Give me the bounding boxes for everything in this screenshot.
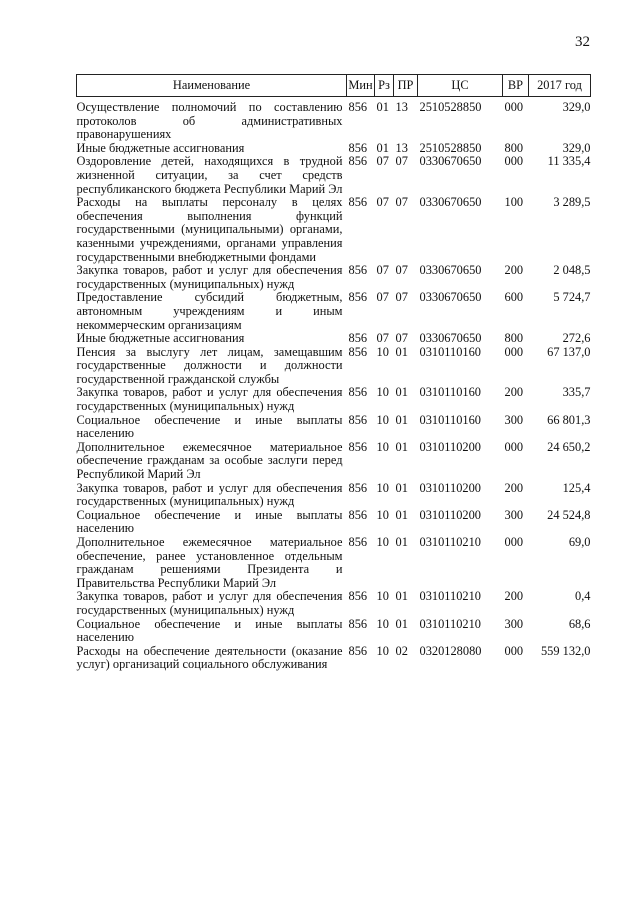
row-vr: 800 xyxy=(504,140,524,155)
table-row xyxy=(77,509,591,536)
row-pr: 07 xyxy=(395,195,408,210)
row-name: Закупка товаров, работ и услуг для обеспечения государственных (муниципальных) нужд xyxy=(76,480,343,509)
row-rz: 10 xyxy=(376,412,389,427)
row-name: Иные бюджетные ассигнования xyxy=(76,331,245,346)
row-rz: 10 xyxy=(376,643,389,658)
row-vr: 000 xyxy=(504,100,524,114)
row-rz: 01 xyxy=(376,140,389,155)
row-cs: 0330670650 xyxy=(419,290,482,305)
row-amount: 69,0 xyxy=(568,535,591,549)
row-name: Социальное обеспечение и иные выплаты населению xyxy=(76,507,343,536)
row-cs: 0330670650 xyxy=(419,263,482,278)
row-pr: 13 xyxy=(395,140,408,155)
row-cs: 0330670650 xyxy=(419,195,482,210)
row-amount: 5 724,7 xyxy=(553,290,591,305)
row-vr: 800 xyxy=(504,331,524,346)
table-row xyxy=(77,482,591,509)
table-row xyxy=(77,196,591,264)
row-cs: 0310110200 xyxy=(419,439,481,454)
row-vr: 200 xyxy=(504,480,524,495)
row-vr: 200 xyxy=(504,263,524,278)
header-rz: Рз xyxy=(375,75,394,97)
row-vr: 300 xyxy=(504,412,524,427)
row-cs: 2510528850 xyxy=(419,140,482,155)
row-amount: 24 650,2 xyxy=(547,439,591,454)
row-pr: 07 xyxy=(395,263,408,278)
row-cs: 0310110160 xyxy=(419,385,481,400)
row-amount: 11 335,4 xyxy=(547,154,591,169)
header-vr: ВР xyxy=(503,75,529,97)
table-row xyxy=(77,386,591,413)
row-min: 856 xyxy=(348,589,368,604)
table-row xyxy=(77,332,591,346)
row-cs: 0310110160 xyxy=(419,344,481,359)
row-pr: 01 xyxy=(395,535,408,549)
row-name: Дополнительное ежемесячное материальное обеспечение гражданам за особые заслуги перед Республикой Марий Эл xyxy=(76,439,343,482)
row-rz: 07 xyxy=(376,331,389,346)
row-pr: 07 xyxy=(395,331,408,346)
row-vr: 300 xyxy=(504,616,524,631)
budget-table xyxy=(76,74,591,672)
row-vr: 200 xyxy=(504,385,524,400)
row-name: Пенсия за выслугу лет лицам, замещавшим государственные должности и должности государственной гражданской службы xyxy=(76,344,343,386)
row-rz: 10 xyxy=(376,535,389,549)
row-amount: 559 132,0 xyxy=(540,643,591,658)
row-name: Предоставление субсидий бюджетным, автономным учреждениям и иным некоммерческим организациям xyxy=(76,290,343,332)
table-row xyxy=(77,414,591,441)
row-vr: 000 xyxy=(504,344,524,359)
row-min: 856 xyxy=(348,263,368,278)
table-row xyxy=(77,536,591,590)
header-cs: ЦС xyxy=(418,75,503,97)
row-amount: 2 048,5 xyxy=(553,263,591,278)
row-amount: 0,4 xyxy=(575,589,591,604)
row-cs: 0310110200 xyxy=(419,480,481,495)
table-row xyxy=(77,441,591,482)
row-min: 856 xyxy=(348,100,368,114)
row-cs: 0310110160 xyxy=(419,412,481,427)
row-rz: 10 xyxy=(376,589,389,604)
table-row xyxy=(77,142,591,156)
row-vr: 000 xyxy=(504,643,524,658)
row-vr: 000 xyxy=(504,154,524,169)
table-row xyxy=(77,155,591,196)
row-amount: 335,7 xyxy=(562,385,591,400)
row-name: Закупка товаров, работ и услуг для обеспечения государственных (муниципальных) нужд xyxy=(76,263,343,291)
row-cs: 0310110210 xyxy=(419,589,481,604)
row-min: 856 xyxy=(348,140,368,155)
table-row xyxy=(77,346,591,387)
header-year: 2017 год xyxy=(529,75,591,97)
table-header xyxy=(77,75,591,97)
table-row xyxy=(77,618,591,645)
row-amount: 3 289,5 xyxy=(553,195,591,210)
row-amount: 68,6 xyxy=(568,616,591,631)
row-name: Осуществление полномочий по составлению протоколов об административных правонарушениях xyxy=(76,100,343,142)
row-rz: 10 xyxy=(376,439,389,454)
row-rz: 10 xyxy=(376,385,389,400)
row-vr: 100 xyxy=(504,195,524,210)
table-row xyxy=(77,291,591,332)
row-min: 856 xyxy=(348,616,368,631)
row-amount: 329,0 xyxy=(562,100,591,114)
header-row xyxy=(77,75,591,97)
row-pr: 01 xyxy=(395,480,408,495)
row-rz: 07 xyxy=(376,195,389,210)
row-pr: 13 xyxy=(395,100,408,114)
row-amount: 329,0 xyxy=(562,140,591,155)
row-min: 856 xyxy=(348,385,368,400)
row-vr: 000 xyxy=(504,535,524,549)
table-body xyxy=(77,97,591,672)
row-amount: 66 801,3 xyxy=(547,412,591,427)
row-min: 856 xyxy=(348,331,368,346)
row-min: 856 xyxy=(348,480,368,495)
row-cs: 0320128080 xyxy=(419,643,482,658)
header-name: Наименование xyxy=(77,75,347,97)
row-pr: 02 xyxy=(395,643,408,658)
row-min: 856 xyxy=(348,643,368,658)
row-pr: 01 xyxy=(395,589,408,604)
table-row xyxy=(77,590,591,617)
row-rz: 07 xyxy=(376,263,389,278)
row-min: 856 xyxy=(348,290,368,305)
row-pr: 01 xyxy=(395,507,408,522)
row-name: Закупка товаров, работ и услуг для обеспечения государственных (муниципальных) нужд xyxy=(76,589,343,617)
row-name: Социальное обеспечение и иные выплаты населению xyxy=(76,412,343,441)
row-min: 856 xyxy=(348,439,368,454)
row-rz: 07 xyxy=(376,154,389,169)
row-rz: 10 xyxy=(376,480,389,495)
row-name: Закупка товаров, работ и услуг для обеспечения государственных (муниципальных) нужд xyxy=(76,385,343,414)
row-name: Оздоровление детей, находящихся в трудной жизненной ситуации, за счет средств республиканского бюджета Республики Марий Эл xyxy=(76,154,343,196)
row-amount: 125,4 xyxy=(562,480,591,495)
row-vr: 000 xyxy=(504,439,524,454)
row-pr: 07 xyxy=(395,290,408,305)
row-pr: 01 xyxy=(395,412,408,427)
row-cs: 2510528850 xyxy=(419,100,482,114)
row-vr: 600 xyxy=(504,290,524,305)
table-row xyxy=(77,97,591,142)
row-cs: 0330670650 xyxy=(419,154,482,169)
row-rz: 10 xyxy=(376,507,389,522)
row-amount: 67 137,0 xyxy=(547,344,591,359)
row-pr: 01 xyxy=(395,616,408,631)
row-rz: 10 xyxy=(376,344,389,359)
table-row xyxy=(77,264,591,291)
row-min: 856 xyxy=(348,154,368,169)
row-rz: 07 xyxy=(376,290,389,305)
row-amount: 24 524,8 xyxy=(547,507,591,522)
row-cs: 0310110210 xyxy=(419,616,481,631)
page-number: 32 xyxy=(575,34,590,50)
header-min: Мин xyxy=(347,75,375,97)
row-name: Расходы на выплаты персоналу в целях обеспечения выполнения функций государственными (муниципальными) органами, казенными учреждениями, органами управления государственными внебюджетными фондами xyxy=(76,195,343,264)
row-pr: 01 xyxy=(395,344,408,359)
row-vr: 200 xyxy=(504,589,524,604)
row-cs: 0330670650 xyxy=(419,331,482,346)
row-min: 856 xyxy=(348,535,368,549)
row-min: 856 xyxy=(348,412,368,427)
row-amount: 272,6 xyxy=(562,331,591,346)
row-name: Социальное обеспечение и иные выплаты населению xyxy=(76,616,343,645)
row-vr: 300 xyxy=(504,507,524,522)
row-cs: 0310110200 xyxy=(419,507,481,522)
header-pr: ПР xyxy=(394,75,418,97)
row-cs: 0310110210 xyxy=(419,535,481,549)
row-pr: 01 xyxy=(395,439,408,454)
row-min: 856 xyxy=(348,344,368,359)
row-name: Иные бюджетные ассигнования xyxy=(76,140,245,155)
row-min: 856 xyxy=(348,507,368,522)
table-row xyxy=(77,645,591,672)
row-min: 856 xyxy=(348,195,368,210)
row-name: Дополнительное ежемесячное материальное обеспечение, ранее установленное отдельным гражданам решениями Президента и Правительства Республики Марий Эл xyxy=(76,535,343,590)
row-pr: 07 xyxy=(395,154,408,169)
row-pr: 01 xyxy=(395,385,408,400)
row-rz: 01 xyxy=(376,100,389,114)
row-rz: 10 xyxy=(376,616,389,631)
row-name: Расходы на обеспечение деятельности (оказание услуг) организаций социального обслуживания xyxy=(76,643,343,672)
